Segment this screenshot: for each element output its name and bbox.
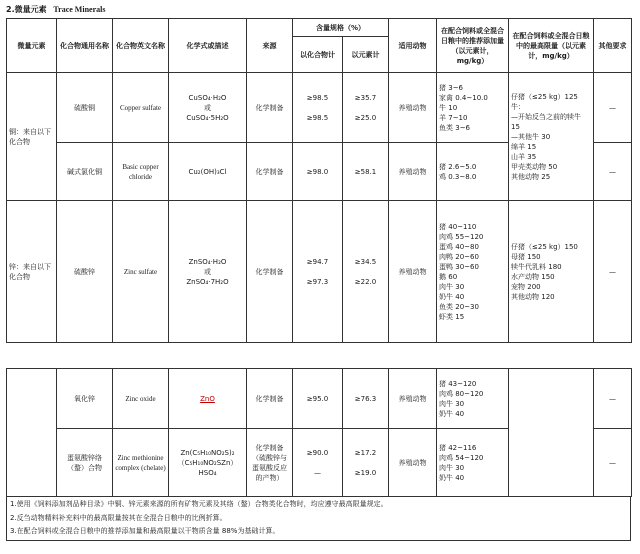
compound-name: 硫酸铜 (57, 73, 113, 143)
compound-source: 化学制备 (247, 73, 293, 143)
compound-name: 蛋氨酸锌络（螯）合物 (57, 429, 113, 497)
compound-english-name: Zinc methionine complex (chelate) (113, 429, 169, 497)
other-requirements: — (594, 201, 632, 343)
compound-english-name: Zinc sulfate (113, 201, 169, 343)
content-as-compound: ≥95.0 (293, 369, 343, 429)
note-item: 3.在配合饲料或全混合日粮中的推荐添加量和最高限量以干物质含量 88%为基础计算。 (10, 527, 280, 535)
section-heading (6, 4, 105, 15)
content-as-element: ≥34.5 ≥22.0 (343, 201, 389, 343)
other-requirements: — (594, 143, 632, 201)
compound-formula: Zn(C₅H₁₀NO₂S)₂ （C₅H₁₀NO₂SZn） HSO₄ (169, 429, 247, 497)
content-as-element: ≥17.2 ≥19.0 (343, 429, 389, 497)
maximum-limit-zinc: 仔猪（≤25 kg）150 母猪 150 犊牛代乳料 180 水产动物 150 宠物 200 其他动物 120 (509, 201, 594, 343)
trace-minerals-table-bottom (6, 368, 632, 497)
applicable-animals: 养殖动物 (389, 429, 437, 497)
recommended-dosage: 猪 42~116 肉鸡 54~120 肉牛 30 奶牛 40 (437, 429, 509, 497)
heading-zh: 2.微量元素 (6, 5, 47, 14)
element-zinc: 锌：来自以下化合物 (7, 201, 57, 343)
maximum-limit-zinc-continued (509, 369, 594, 497)
header-other: 其他要求 (594, 19, 632, 73)
trace-minerals-table-top (6, 18, 632, 343)
header-formula: 化学式或描述 (169, 19, 247, 73)
maximum-limit-copper: 仔猪（≤25 kg）125 牛： —开始反刍之前的犊牛 15 —其他牛 30 绵羊 15 山羊 35 甲壳类动物 50 其他动物 25 (509, 73, 594, 201)
element-copper: 铜：来自以下化合物 (7, 73, 57, 201)
compound-name: 碱式氯化铜 (57, 143, 113, 201)
header-content-spec: 含量规格（%） (293, 19, 389, 37)
header-recommended: 在配合饲料或全混合日粮中的推荐添加量（以元素计，mg/kg） (437, 19, 509, 73)
header-animals: 适用动物 (389, 19, 437, 73)
header-as-compound: 以化合物计 (293, 37, 343, 73)
compound-english-name: Zinc oxide (113, 369, 169, 429)
note-item: 1.使用《饲料添加剂品种目录》中铜、锌元素来源的所有矿物元素及其络（螯）合物类化合物时，均应遵守最高限量规定。 (10, 500, 388, 508)
other-requirements: — (594, 369, 632, 429)
content-as-compound: ≥90.0 — (293, 429, 343, 497)
other-requirements: — (594, 73, 632, 143)
applicable-animals: 养殖动物 (389, 73, 437, 143)
compound-formula: CuSO₄·H₂O 或 CuSO₄·5H₂O (169, 73, 247, 143)
content-as-compound: ≥94.7 ≥97.3 (293, 201, 343, 343)
applicable-animals: 养殖动物 (389, 201, 437, 343)
header-element: 微量元素 (7, 19, 57, 73)
notes-box (6, 497, 631, 541)
compound-english-name: Basic copper chloride (113, 143, 169, 201)
recommended-dosage: 猪 2.6~5.0 鸡 0.3~8.0 (437, 143, 509, 201)
header-as-element: 以元素计 (343, 37, 389, 73)
compound-name: 硫酸锌 (57, 201, 113, 343)
heading-en: Trace Minerals (53, 5, 106, 14)
content-as-compound: ≥98.5 ≥98.5 (293, 73, 343, 143)
header-english-name: 化合物英文名称 (113, 19, 169, 73)
compound-source: 化学制备 (247, 201, 293, 343)
compound-formula: ZnSO₄·H₂O 或 ZnSO₄·7H₂O (169, 201, 247, 343)
element-zinc-continued (7, 369, 57, 497)
compound-formula: Cu₂(OH)₃Cl (169, 143, 247, 201)
header-common-name: 化合物通用名称 (57, 19, 113, 73)
compound-source: 化学制备 (247, 369, 293, 429)
content-as-element: ≥76.3 (343, 369, 389, 429)
compound-source: 化学制备（硫酸锌与蛋氨酸反应的产物） (247, 429, 293, 497)
recommended-dosage: 猪 3~6 家禽 0.4~10.0 牛 10 羊 7~10 鱼类 3~6 (437, 73, 509, 143)
compound-formula: ZnO (200, 394, 215, 403)
note-item: 2.反刍动物精料补充料中的最高限量按其在全混合日粮中的比例折算。 (10, 513, 227, 522)
compound-english-name: Copper sulfate (113, 73, 169, 143)
content-as-compound: ≥98.0 (293, 143, 343, 201)
compound-source: 化学制备 (247, 143, 293, 201)
header-source: 来源 (247, 19, 293, 73)
compound-name: 氧化锌 (57, 369, 113, 429)
header-maximum: 在配合饲料或全混合日粮中的最高限量（以元素计，mg/kg） (509, 19, 594, 73)
recommended-dosage: 猪 43~120 肉鸡 80~120 肉牛 30 奶牛 40 (437, 369, 509, 429)
applicable-animals: 养殖动物 (389, 369, 437, 429)
other-requirements: — (594, 429, 632, 497)
content-as-element: ≥58.1 (343, 143, 389, 201)
content-as-element: ≥35.7 ≥25.0 (343, 73, 389, 143)
recommended-dosage: 猪 40~110 肉鸡 55~120 蛋鸡 40~80 肉鸭 20~60 蛋鸭 30~60 鹅 60 肉牛 30 奶牛 40 鱼类 20~30 虾类 15 (437, 201, 509, 343)
applicable-animals: 养殖动物 (389, 143, 437, 201)
